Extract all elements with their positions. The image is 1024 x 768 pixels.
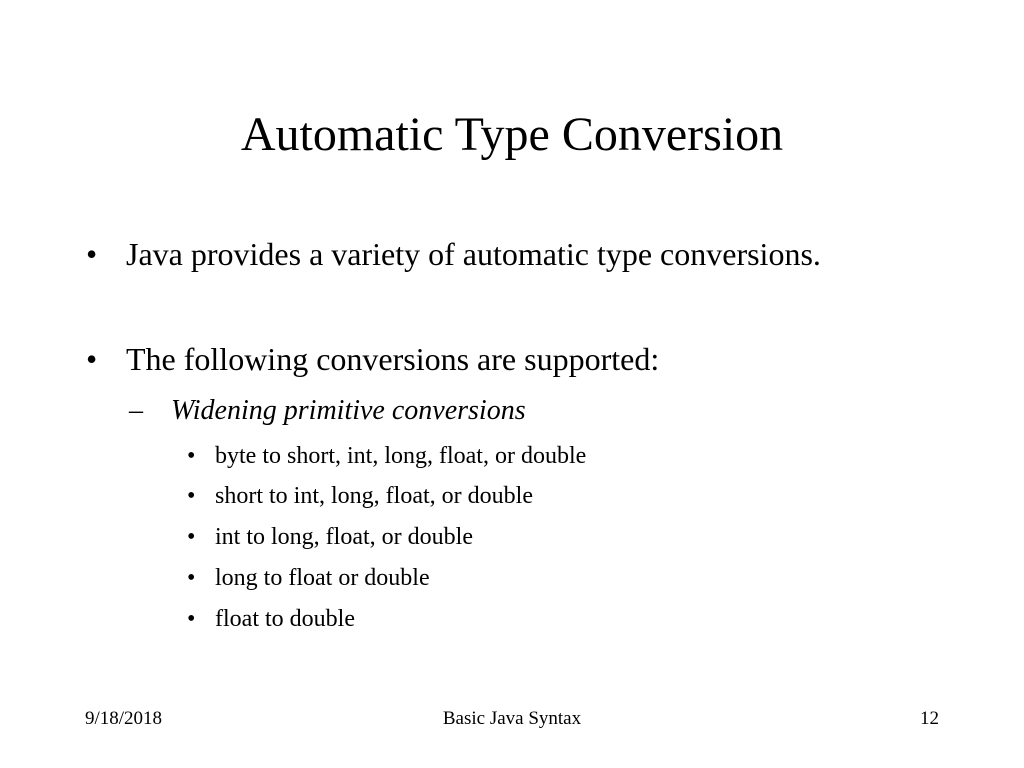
- footer-title: Basic Java Syntax: [442, 708, 582, 729]
- sub-sub-bullet-item: [187, 604, 815, 634]
- bullet-text: Java provides a variety of automatic type conversions.: [126, 236, 821, 272]
- bullet-marker: •: [86, 236, 98, 272]
- sub-sub-bullet-item: [187, 481, 815, 511]
- bullet-text: The following conversions are supported:: [126, 341, 660, 377]
- sub-sub-bullet-marker: •: [187, 483, 196, 509]
- sub-sub-bullet-item: [187, 563, 815, 593]
- sub-sub-bullet-text: short to int, long, float, or double: [215, 483, 533, 509]
- bullet-marker: •: [86, 341, 98, 377]
- sub-sub-bullet-marker: •: [187, 565, 196, 591]
- sub-bullet-marker: –: [129, 395, 143, 426]
- sub-sub-bullet-text: float to double: [215, 606, 355, 632]
- sub-sub-bullet-text: int to long, float, or double: [215, 524, 473, 550]
- sub-sub-bullet-item: [187, 522, 815, 552]
- footer-date: 9/18/2018: [85, 708, 163, 729]
- sub-sub-bullet-marker: •: [187, 443, 196, 469]
- slide-title: Automatic Type Conversion: [240, 108, 784, 161]
- sub-sub-bullet-item: [187, 441, 815, 471]
- sub-sub-bullet-marker: •: [187, 606, 196, 632]
- sub-bullet-text: Widening primitive conversions: [171, 395, 526, 426]
- sub-sub-bullet-text: long to float or double: [215, 565, 430, 591]
- sub-sub-bullet-text: byte to short, int, long, float, or double: [215, 443, 587, 469]
- sub-bullet-item: [129, 394, 811, 428]
- bullet-item: [86, 337, 826, 382]
- footer-page-number: 12: [920, 708, 939, 729]
- sub-sub-bullet-marker: •: [187, 524, 196, 550]
- bullet-item: [86, 232, 826, 277]
